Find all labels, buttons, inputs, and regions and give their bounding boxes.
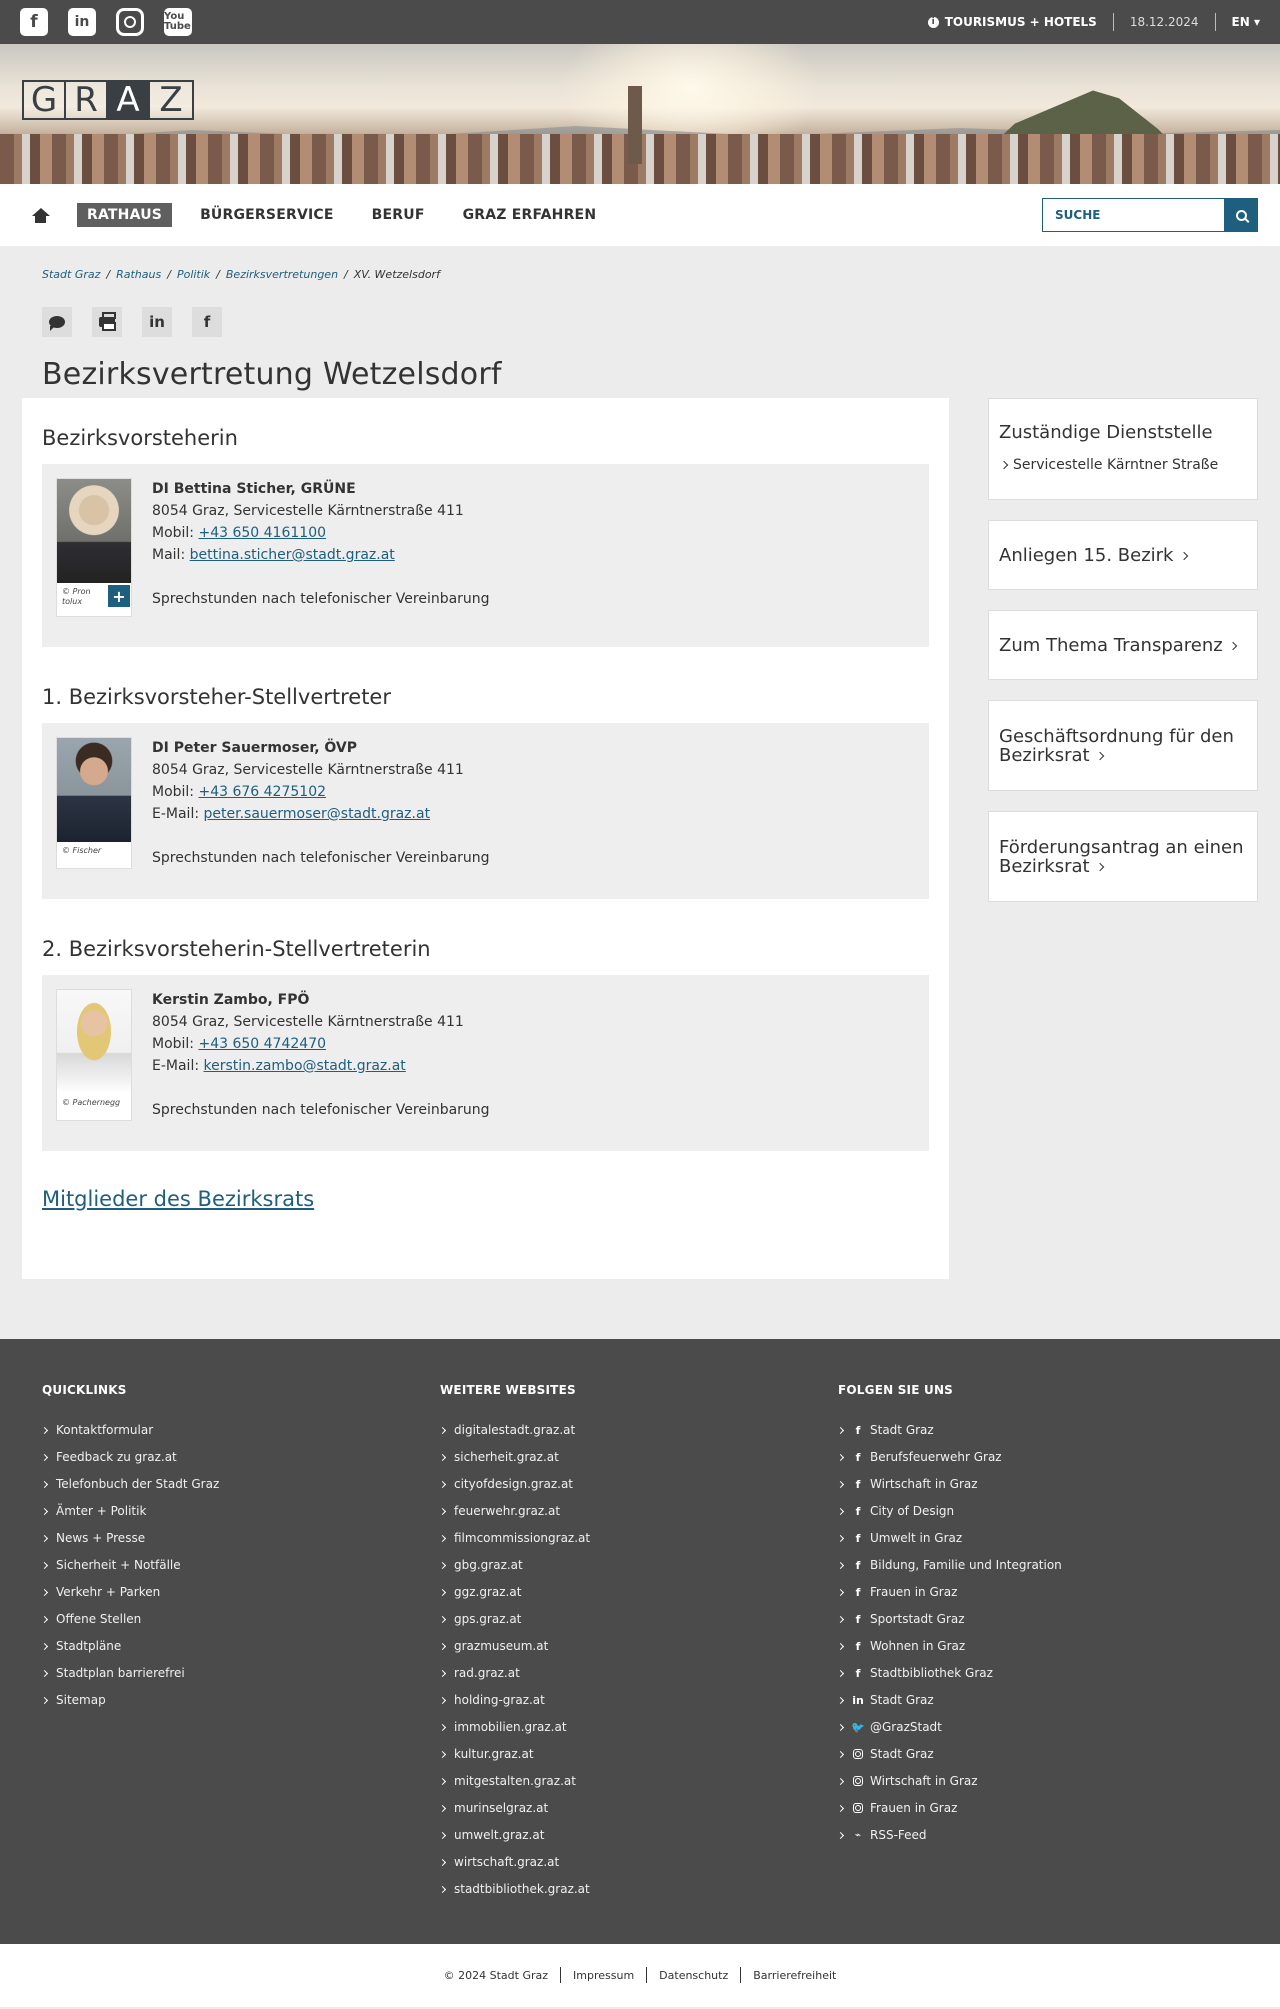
instagram-icon: [853, 1749, 863, 1759]
chevron-right-icon: [439, 1778, 446, 1785]
sidebar-link-geschaeftsordnung[interactable]: [988, 700, 1258, 791]
chevron-right-icon: [439, 1535, 446, 1542]
footer-link[interactable]: [838, 1525, 1236, 1552]
footer: [0, 1339, 1280, 1944]
chevron-right-icon: [439, 1643, 446, 1650]
chevron-right-icon: [439, 1751, 446, 1758]
footer-link[interactable]: [440, 1579, 838, 1606]
facebook-icon: f: [855, 1450, 861, 1464]
footer-websites: [440, 1383, 838, 1944]
nav-item-buergerservice[interactable]: BÜRGERSERVICE: [200, 207, 334, 223]
chevron-right-icon: [41, 1427, 48, 1434]
footer-link[interactable]: [440, 1417, 838, 1444]
chevron-right-icon: [1180, 552, 1188, 560]
person-card: [42, 975, 929, 1151]
footer-link[interactable]: [42, 1633, 440, 1660]
footer-link-label: Frauen in Graz: [870, 1800, 958, 1815]
footer-link-label: Frauen in Graz: [870, 1584, 958, 1599]
footer-link[interactable]: [440, 1795, 838, 1822]
breadcrumb-item[interactable]: Stadt Graz: [42, 268, 101, 281]
footer-link[interactable]: [838, 1579, 1236, 1606]
chevron-right-icon: [439, 1886, 446, 1893]
breadcrumb-current: XV. Wetzelsdorf: [353, 268, 440, 281]
footer-link[interactable]: [440, 1876, 838, 1903]
person-phone-row: [152, 781, 490, 803]
chevron-right-icon: [837, 1670, 844, 1677]
footer-link-label: wirtschaft.graz.at: [454, 1854, 560, 1869]
chevron-right-icon: [41, 1616, 48, 1623]
print-button[interactable]: [92, 307, 122, 337]
person-address: 8054 Graz, Servicestelle Kärntnerstraße 411: [152, 761, 464, 778]
footer-link[interactable]: [838, 1606, 1236, 1633]
main-nav: [0, 184, 1280, 246]
footer-link-label: Berufsfeuerwehr Graz: [870, 1449, 1002, 1464]
facebook-icon: f: [855, 1666, 861, 1680]
follow-list: [838, 1417, 1236, 1849]
tourism-label: TOURISMUS + HOTELS: [944, 15, 1097, 29]
person-photo: [56, 478, 132, 617]
footer-link-label: ggz.graz.at: [454, 1584, 522, 1599]
footer-link-label: RSS-Feed: [870, 1827, 927, 1842]
section-heading: 2. Bezirksvorsteherin-Stellvertreterin: [42, 936, 431, 961]
footer-link[interactable]: [838, 1417, 1236, 1444]
footer-link[interactable]: [838, 1552, 1236, 1579]
chevron-right-icon: [41, 1535, 48, 1542]
chevron-right-icon: [1096, 752, 1104, 760]
sidebar-link-anliegen[interactable]: [988, 520, 1258, 590]
footer-heading: QUICKLINKS: [42, 1382, 127, 1397]
print-icon: [99, 317, 115, 327]
hero-banner: [0, 44, 1280, 184]
person-mail-row: [152, 544, 490, 566]
footer-link[interactable]: [440, 1660, 838, 1687]
quicklinks-list: [42, 1417, 440, 1714]
footer-link-label: gps.graz.at: [454, 1611, 522, 1626]
breadcrumb: Stadt Graz / Rathaus / Politik / Bezirksvertretungen / XV. Wetzelsdorf: [42, 268, 440, 281]
office-hours: Sprechstunden nach telefonischer Vereinbarung: [152, 849, 490, 866]
footer-link[interactable]: [838, 1768, 1236, 1795]
websites-list: [440, 1417, 838, 1903]
footer-link-label: Stadt Graz: [870, 1692, 934, 1707]
office-hours: Sprechstunden nach telefonischer Vereinbarung: [152, 591, 490, 607]
facebook-icon[interactable]: f: [20, 8, 48, 36]
footer-link[interactable]: [42, 1552, 440, 1579]
footer-link-label: immobilien.graz.at: [454, 1719, 567, 1734]
email-link[interactable]: peter.sauermoser@stadt.graz.at: [203, 805, 431, 822]
phone-link[interactable]: +43 650 4161100: [198, 525, 327, 541]
chevron-right-icon: [439, 1562, 446, 1569]
chevron-right-icon: [439, 1427, 446, 1434]
person-info: [132, 478, 490, 617]
footer-link[interactable]: [42, 1417, 440, 1444]
content-layout: [22, 398, 1258, 1279]
current-date: 18.12.2024: [1129, 15, 1199, 29]
footer-link[interactable]: [838, 1741, 1236, 1768]
facebook-icon: f: [855, 1504, 861, 1518]
person-phone-row: [152, 522, 490, 544]
footer-link[interactable]: [42, 1660, 440, 1687]
facebook-icon: f: [855, 1531, 861, 1545]
person-card: [42, 723, 929, 899]
dienststelle-link-label: Servicestelle Kärntner Straße: [1013, 457, 1219, 473]
sidebar-link-label: Förderungsantrag an einen Bezirksrat: [999, 837, 1244, 877]
person-address: 8054 Graz, Servicestelle Kärntnerstraße 411: [152, 503, 464, 519]
facebook-icon: f: [855, 1639, 861, 1653]
facebook-icon: f: [855, 1558, 861, 1572]
phone-label: Mobil:: [152, 783, 195, 800]
footer-link[interactable]: [838, 1633, 1236, 1660]
footer-link-label: mitgestalten.graz.at: [454, 1773, 576, 1788]
footer-link-label: holding-graz.at: [454, 1692, 545, 1707]
footer-link-label: rad.graz.at: [454, 1665, 520, 1680]
facebook-icon: f: [855, 1612, 861, 1626]
search-form: [1042, 198, 1258, 232]
search-icon: [1236, 210, 1247, 221]
bottom-bar: [0, 1944, 1280, 2007]
linkedin-icon: in: [149, 313, 165, 331]
language-label: EN: [1231, 15, 1250, 29]
chevron-right-icon: [837, 1589, 844, 1596]
footer-link-label: cityofdesign.graz.at: [454, 1476, 574, 1491]
chevron-right-icon: [439, 1832, 446, 1839]
footer-link-label: Offene Stellen: [56, 1611, 142, 1626]
facebook-icon: f: [855, 1477, 861, 1491]
footer-link-label: Wirtschaft in Graz: [870, 1476, 978, 1491]
footer-link[interactable]: [440, 1768, 838, 1795]
info-icon: i: [928, 17, 939, 28]
chevron-right-icon: [837, 1751, 844, 1758]
footer-link[interactable]: [440, 1633, 838, 1660]
footer-link[interactable]: [838, 1687, 1236, 1714]
instagram-icon[interactable]: [116, 8, 144, 36]
impressum-link[interactable]: Impressum: [573, 1968, 635, 1982]
chevron-right-icon: [1096, 863, 1104, 871]
person-name: DI Bettina Sticher, GRÜNE: [152, 481, 356, 497]
footer-link-label: Bildung, Familie und Integration: [870, 1557, 1062, 1572]
footer-link-label: filmcommissiongraz.at: [454, 1530, 591, 1545]
footer-link-label: umwelt.graz.at: [454, 1827, 545, 1842]
footer-link-label: Sicherheit + Notfälle: [56, 1557, 181, 1572]
footer-link-label: stadtbibliothek.graz.at: [454, 1881, 590, 1896]
phone-link[interactable]: +43 676 4275102: [198, 783, 327, 800]
chevron-right-icon: [41, 1589, 48, 1596]
language-switcher[interactable]: EN ▾: [1231, 15, 1260, 29]
dienststelle-title: Zuständige Dienststelle: [999, 422, 1213, 443]
datenschutz-link[interactable]: Datenschutz: [659, 1968, 729, 1982]
person-name: Kerstin Zambo, FPÖ: [152, 991, 310, 1008]
chevron-right-icon: [837, 1454, 844, 1461]
person-address: 8054 Graz, Servicestelle Kärntnerstraße 411: [152, 1013, 464, 1030]
instagram-icon: [853, 1803, 863, 1813]
person-mail-row: [152, 803, 490, 825]
chevron-right-icon: [837, 1616, 844, 1623]
chevron-right-icon: [41, 1454, 48, 1461]
footer-link-label: Stadt Graz: [870, 1422, 934, 1437]
person-photo: [56, 989, 132, 1121]
breadcrumb-item[interactable]: Rathaus: [116, 268, 162, 281]
rss-icon: ⌁: [854, 1829, 862, 1841]
search-input[interactable]: [1042, 198, 1224, 232]
top-right-meta: [928, 13, 1260, 31]
expand-photo-button[interactable]: +: [108, 585, 130, 607]
chevron-right-icon: [439, 1724, 446, 1731]
linkedin-icon: in: [852, 1693, 864, 1707]
footer-heading: WEITERE WEBSITES: [440, 1382, 576, 1397]
section-heading: 1. Bezirksvorsteher-Stellvertreter: [42, 684, 391, 709]
footer-link-label: Wirtschaft in Graz: [870, 1773, 978, 1788]
footer-link[interactable]: [440, 1471, 838, 1498]
divider: [1215, 13, 1216, 31]
comment-icon: [49, 316, 65, 328]
chevron-right-icon: [439, 1697, 446, 1704]
logo-letter: R: [66, 82, 108, 118]
footer-link-label: News + Presse: [56, 1530, 146, 1545]
chevron-right-icon: [837, 1724, 844, 1731]
content-area: [0, 246, 1280, 1279]
email-link[interactable]: kerstin.zambo@stadt.graz.at: [203, 1057, 406, 1074]
footer-link[interactable]: [440, 1714, 838, 1741]
footer-link-label: Sitemap: [56, 1692, 106, 1707]
divider: [1113, 13, 1114, 31]
footer-link-label: digitalestadt.graz.at: [454, 1422, 576, 1437]
chevron-right-icon: [837, 1778, 844, 1785]
phone-label: Mobil:: [152, 1035, 195, 1052]
chevron-right-icon: [439, 1589, 446, 1596]
sidebar-link-label: Zum Thema Transparenz: [999, 635, 1223, 656]
chevron-right-icon: [439, 1805, 446, 1812]
logo-letter: A: [108, 82, 150, 118]
sidebar: [988, 398, 1258, 1279]
person-photo: [56, 737, 132, 869]
footer-link[interactable]: [440, 1741, 838, 1768]
footer-link-label: Ämter + Politik: [56, 1503, 147, 1518]
footer-link-label: @GrazStadt: [870, 1719, 942, 1734]
person-name: DI Peter Sauermoser, ÖVP: [152, 739, 358, 756]
chevron-right-icon: [837, 1481, 844, 1488]
members-link[interactable]: Mitglieder des Bezirksrats: [42, 1186, 315, 1211]
chevron-right-icon: [439, 1481, 446, 1488]
chevron-right-icon: [837, 1643, 844, 1650]
page-tools: [42, 307, 1258, 337]
chevron-right-icon: [41, 1508, 48, 1515]
footer-link[interactable]: [42, 1498, 440, 1525]
sidebar-link-label: Geschäftsordnung für den Bezirksrat: [999, 726, 1234, 766]
footer-link[interactable]: [440, 1552, 838, 1579]
comment-button[interactable]: [42, 307, 72, 337]
footer-follow: [838, 1383, 1236, 1944]
logo-letter: Z: [159, 80, 183, 120]
footer-link-label: feuerwehr.graz.at: [454, 1503, 561, 1518]
footer-link[interactable]: [42, 1444, 440, 1471]
nav-item-graz-erfahren[interactable]: GRAZ ERFAHREN: [462, 207, 597, 223]
chevron-right-icon: [439, 1508, 446, 1515]
chevron-right-icon: [1000, 460, 1008, 468]
logo-letter: G: [24, 82, 66, 118]
facebook-icon: f: [203, 313, 211, 331]
mail-label: E-Mail:: [152, 805, 200, 822]
footer-link-label: City of Design: [870, 1503, 955, 1518]
chevron-right-icon: [837, 1697, 844, 1704]
footer-link-label: Feedback zu graz.at: [56, 1449, 177, 1464]
top-bar: [0, 0, 1280, 44]
chevron-right-icon: [439, 1616, 446, 1623]
footer-link[interactable]: [440, 1822, 838, 1849]
footer-link-label: Stadt Graz: [870, 1746, 934, 1761]
photo-credit: © Fischer: [62, 845, 102, 855]
footer-link-label: Kontaktformular: [56, 1422, 154, 1437]
footer-link[interactable]: [42, 1471, 440, 1498]
footer-link[interactable]: [838, 1822, 1236, 1849]
photo-credit: © Pachernegg: [62, 1097, 121, 1107]
nav-item-rathaus[interactable]: RATHAUS: [77, 203, 172, 227]
footer-link[interactable]: [440, 1849, 838, 1876]
phone-link[interactable]: +43 650 4742470: [198, 1035, 327, 1052]
footer-link[interactable]: [838, 1444, 1236, 1471]
person-info: [132, 737, 490, 869]
person-info: [132, 989, 490, 1121]
footer-link[interactable]: [440, 1606, 838, 1633]
footer-link[interactable]: [838, 1795, 1236, 1822]
chevron-right-icon: [837, 1832, 844, 1839]
chevron-right-icon: [41, 1643, 48, 1650]
chevron-right-icon: [41, 1697, 48, 1704]
email-link[interactable]: bettina.sticher@stadt.graz.at: [189, 547, 395, 563]
footer-link[interactable]: [838, 1498, 1236, 1525]
main-column: [22, 398, 949, 1279]
footer-link[interactable]: [838, 1660, 1236, 1687]
sidebar-dienststelle: [988, 398, 1258, 500]
barrierefreiheit-link[interactable]: Barrierefreiheit: [753, 1968, 837, 1982]
chevron-right-icon: [837, 1427, 844, 1434]
facebook-icon: f: [855, 1423, 861, 1437]
sidebar-link-foerderungsantrag[interactable]: [988, 811, 1258, 902]
chevron-right-icon: [41, 1670, 48, 1677]
phone-label: Mobil:: [152, 525, 195, 541]
breadcrumb-item[interactable]: Bezirksvertretungen: [225, 268, 339, 281]
chevron-right-icon: [837, 1535, 844, 1542]
person-card: [42, 464, 929, 647]
facebook-icon: f: [855, 1585, 861, 1599]
portrait-image: [57, 738, 131, 842]
footer-link[interactable]: [42, 1579, 440, 1606]
footer-quicklinks: [42, 1383, 440, 1944]
chevron-right-icon: [439, 1670, 446, 1677]
chevron-right-icon: [837, 1562, 844, 1569]
graz-logo[interactable]: [22, 80, 194, 120]
hero-tower: [628, 86, 642, 164]
copyright: © 2024 Stadt Graz: [443, 1968, 549, 1982]
footer-link[interactable]: [838, 1471, 1236, 1498]
tourism-link[interactable]: [928, 15, 1097, 29]
chevron-right-icon: [439, 1859, 446, 1866]
chevron-right-icon: [41, 1562, 48, 1569]
footer-link-label: Umwelt in Graz: [870, 1530, 963, 1545]
footer-link[interactable]: [42, 1687, 440, 1714]
footer-link[interactable]: [440, 1498, 838, 1525]
nav-item-beruf[interactable]: BERUF: [371, 207, 425, 223]
instagram-icon: [853, 1776, 863, 1786]
twitter-icon: 🐦: [851, 1720, 865, 1734]
footer-link[interactable]: [42, 1525, 440, 1552]
mail-label: E-Mail:: [152, 1057, 200, 1074]
breadcrumb-item[interactable]: Politik: [176, 268, 211, 281]
chevron-right-icon: [837, 1508, 844, 1515]
footer-link-label: kultur.graz.at: [454, 1746, 534, 1761]
divider: [646, 1967, 647, 1983]
footer-link-label: sicherheit.graz.at: [454, 1449, 559, 1464]
chevron-right-icon: [1229, 642, 1237, 650]
footer-link[interactable]: [42, 1606, 440, 1633]
person-phone-row: [152, 1033, 490, 1055]
page-title: Bezirksvertretung Wetzelsdorf: [42, 357, 502, 392]
office-hours: Sprechstunden nach telefonischer Vereinbarung: [152, 1101, 490, 1118]
footer-heading: FOLGEN SIE UNS: [838, 1382, 954, 1397]
footer-link-label: Sportstadt Graz: [870, 1611, 965, 1626]
share-linkedin-button[interactable]: [142, 307, 172, 337]
footer-link-label: gbg.graz.at: [454, 1557, 523, 1572]
person-mail-row: [152, 1055, 490, 1077]
chevron-right-icon: [41, 1481, 48, 1488]
divider: [740, 1967, 741, 1983]
footer-link[interactable]: [838, 1714, 1236, 1741]
footer-link-label: grazmuseum.at: [454, 1638, 549, 1653]
linkedin-icon[interactable]: in: [68, 8, 96, 36]
footer-link-label: Wohnen in Graz: [870, 1638, 966, 1653]
section-heading: Bezirksvorsteherin: [42, 426, 238, 450]
footer-link[interactable]: [440, 1525, 838, 1552]
footer-link-label: Stadtplan barrierefrei: [56, 1665, 185, 1680]
footer-link-label: Stadtbibliothek Graz: [870, 1665, 993, 1680]
footer-link-label: Stadtpläne: [56, 1638, 122, 1653]
footer-link-label: Verkehr + Parken: [56, 1584, 161, 1599]
share-facebook-button[interactable]: [192, 307, 222, 337]
youtube-icon[interactable]: You Tube: [164, 8, 192, 36]
sidebar-link-label: Anliegen 15. Bezirk: [999, 545, 1174, 566]
divider: [560, 1967, 561, 1983]
nav-items: [32, 203, 606, 227]
home-icon[interactable]: [32, 208, 49, 223]
footer-link-label: Telefonbuch der Stadt Graz: [56, 1476, 220, 1491]
footer-link-label: murinselgraz.at: [454, 1800, 549, 1815]
mail-label: Mail:: [152, 547, 186, 563]
photo-credit: © Prontolux: [62, 587, 91, 607]
portrait-image: [57, 990, 131, 1094]
dienststelle-link[interactable]: [999, 456, 1247, 475]
footer-link[interactable]: [440, 1444, 838, 1471]
footer-link[interactable]: [440, 1687, 838, 1714]
chevron-right-icon: [837, 1805, 844, 1812]
search-button[interactable]: [1224, 198, 1258, 232]
portrait-image: [57, 479, 131, 583]
chevron-right-icon: [439, 1454, 446, 1461]
sidebar-link-transparenz[interactable]: [988, 610, 1258, 680]
social-links: [20, 8, 192, 36]
